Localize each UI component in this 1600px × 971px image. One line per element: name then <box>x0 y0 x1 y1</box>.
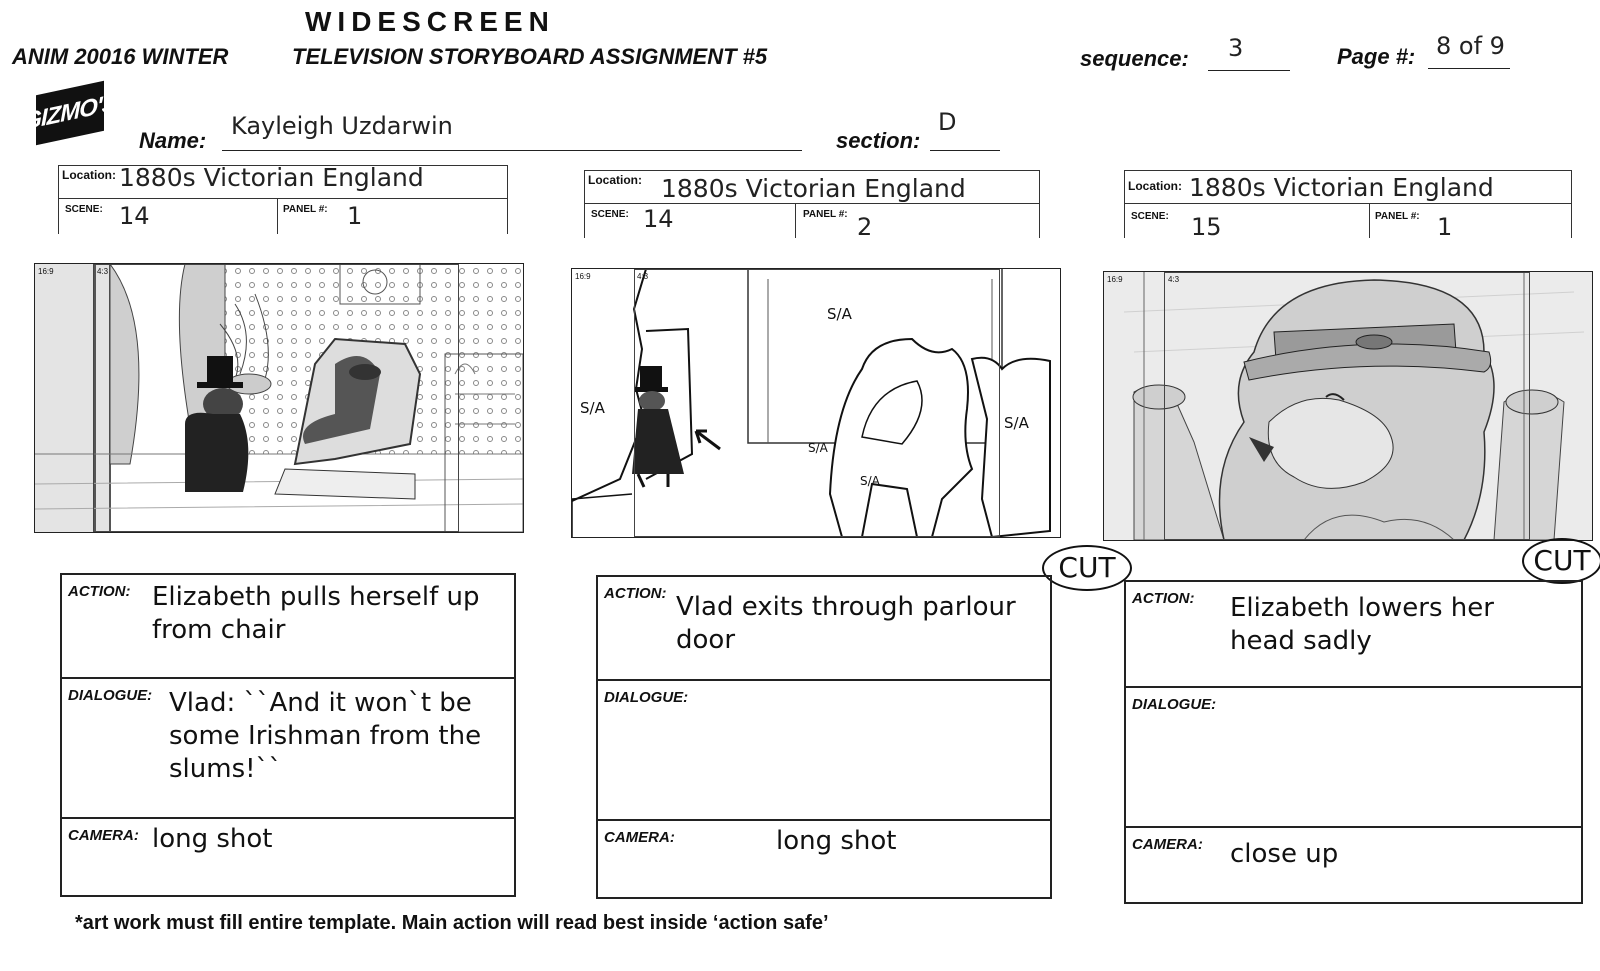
logo-text: GIZMO'S <box>23 89 117 136</box>
dialogue-label: DIALOGUE: <box>604 689 689 706</box>
action-safe-guide <box>1164 272 1530 540</box>
scene-value: 15 <box>1191 213 1222 241</box>
dialogue-section <box>62 679 514 819</box>
location-value: 1880s Victorian England <box>119 163 424 192</box>
camera-text: long shot <box>152 824 273 854</box>
location-row <box>59 163 507 199</box>
action-line: Elizabeth pulls herself up <box>152 582 480 612</box>
page-value: 8 of 9 <box>1436 32 1505 60</box>
action-text <box>1230 592 1494 658</box>
sa-mark: S/A <box>1004 414 1029 432</box>
action-label: ACTION: <box>604 585 667 602</box>
panel-notes-3 <box>1124 580 1583 904</box>
page-field <box>1428 34 1510 69</box>
slug-divider <box>277 198 278 234</box>
location-row <box>585 171 1039 204</box>
section-value: D <box>938 108 957 136</box>
slug-box-3 <box>1124 170 1572 241</box>
ratio-16-9-label: 16:9 <box>1107 275 1123 284</box>
action-section <box>62 575 514 679</box>
dialogue-line: slums!`` <box>169 754 282 784</box>
action-line: from chair <box>152 615 286 645</box>
course-title: ANIM 20016 WINTER <box>12 44 229 69</box>
slug-box-1 <box>58 165 508 234</box>
panel-value: 1 <box>347 202 363 230</box>
gizmos-logo <box>23 81 117 145</box>
scene-label: SCENE: <box>591 209 629 220</box>
action-line: head sadly <box>1230 626 1372 656</box>
scene-value: 14 <box>119 202 150 230</box>
location-label: Location: <box>588 173 642 187</box>
dialogue-text <box>169 687 481 786</box>
name-field <box>222 112 802 151</box>
panel-label: PANEL #: <box>803 209 848 220</box>
panel-value: 2 <box>857 213 873 241</box>
action-line: door <box>676 625 736 655</box>
scene-label: SCENE: <box>1131 211 1169 222</box>
storyboard-frame-1 <box>34 263 524 533</box>
panel-notes-1 <box>60 573 516 897</box>
location-row <box>1125 171 1571 204</box>
widescreen-heading: WIDESCREEN <box>305 6 555 37</box>
camera-section <box>598 821 1050 895</box>
dialogue-label: DIALOGUE: <box>1132 696 1217 713</box>
sequence-field <box>1208 36 1290 71</box>
name-label: Name: <box>139 128 207 153</box>
sa-mark: S/A <box>860 474 880 488</box>
action-text <box>676 591 1016 657</box>
camera-text: long shot <box>776 826 897 856</box>
panel-label: PANEL #: <box>283 204 328 215</box>
ratio-4-3-label: 4:3 <box>1168 275 1180 284</box>
camera-label: CAMERA: <box>68 827 139 844</box>
storyboard-frame-3 <box>1103 271 1593 541</box>
sequence-value: 3 <box>1228 34 1244 62</box>
camera-text: close up <box>1230 839 1339 869</box>
ratio-4-3-label: 4:3 <box>97 267 109 276</box>
cut-mark-1: CUT <box>1042 545 1132 591</box>
dialogue-line: Vlad: ``And it won`t be <box>169 688 472 718</box>
camera-section <box>62 819 514 893</box>
page-label: Page #: <box>1337 44 1416 69</box>
slug-divider <box>1369 203 1370 238</box>
scene-value: 14 <box>643 205 674 233</box>
storyboard-frame-2 <box>571 268 1061 538</box>
ratio-16-9-label: 16:9 <box>38 267 54 276</box>
section-field <box>930 108 1000 151</box>
ratio-4-3-label: 4:3 <box>637 272 649 281</box>
sa-mark: S/A <box>827 305 852 323</box>
camera-label: CAMERA: <box>604 829 675 846</box>
cut-mark-2: CUT <box>1522 538 1600 584</box>
sa-mark: S/A <box>580 399 605 417</box>
panel-value: 1 <box>1437 213 1453 241</box>
panel-notes-2 <box>596 575 1052 899</box>
dialogue-section <box>1126 688 1581 828</box>
scene-label: SCENE: <box>65 204 103 215</box>
footer-note: *art work must fill entire template. Main action will read best inside ‘action safe’ <box>75 912 829 934</box>
name-value: Kayleigh Uzdarwin <box>231 112 453 140</box>
action-safe-guide <box>634 269 1000 537</box>
location-label: Location: <box>1128 179 1182 193</box>
slug-divider <box>795 203 796 238</box>
action-text <box>152 581 479 647</box>
dialogue-line: some Irishman from the <box>169 721 482 751</box>
action-label: ACTION: <box>68 583 131 600</box>
ratio-16-9-label: 16:9 <box>575 272 591 281</box>
sa-mark: S/A <box>808 441 828 455</box>
location-value: 1880s Victorian England <box>661 174 966 203</box>
action-safe-guide <box>93 264 459 532</box>
action-section <box>598 577 1050 681</box>
action-label: ACTION: <box>1132 590 1195 607</box>
camera-label: CAMERA: <box>1132 836 1203 853</box>
assignment-title: TELEVISION STORYBOARD ASSIGNMENT #5 <box>292 44 768 69</box>
camera-section <box>1126 828 1581 900</box>
section-label: section: <box>836 128 921 153</box>
action-section <box>1126 582 1581 688</box>
location-value: 1880s Victorian England <box>1189 173 1494 202</box>
slug-box-2 <box>584 170 1040 241</box>
location-label: Location: <box>62 168 116 182</box>
sequence-label: sequence: <box>1080 46 1189 71</box>
dialogue-label: DIALOGUE: <box>68 687 153 704</box>
dialogue-section <box>598 681 1050 821</box>
panel-label: PANEL #: <box>1375 211 1420 222</box>
action-line: Elizabeth lowers her <box>1230 593 1494 623</box>
action-line: Vlad exits through parlour <box>676 592 1016 622</box>
